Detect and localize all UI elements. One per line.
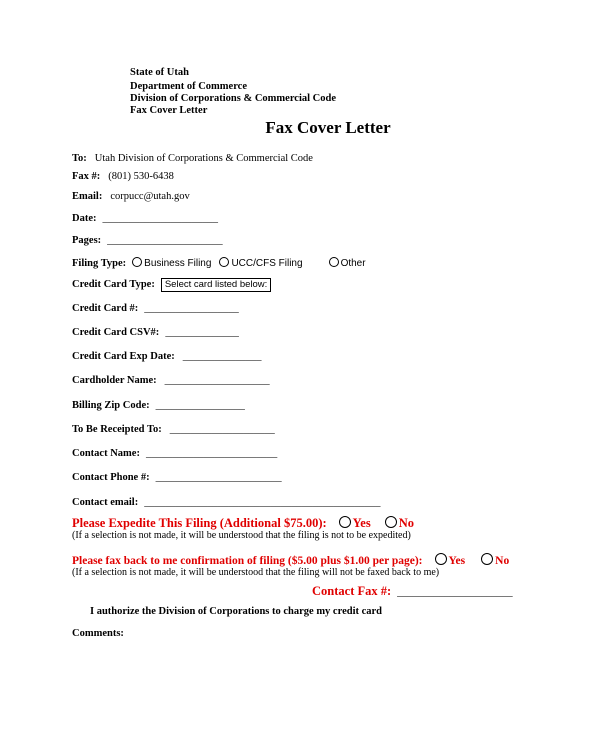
radio-icon[interactable]: [339, 516, 351, 528]
contact-name-field[interactable]: _________________________: [145, 448, 278, 459]
zip-field[interactable]: _________________: [155, 400, 245, 411]
cc-csv-field[interactable]: ______________: [165, 327, 239, 338]
page-title: Fax Cover Letter: [265, 118, 391, 137]
contact-fax-row: [312, 582, 513, 600]
pages-label: Pages:: [72, 235, 102, 246]
contact-email-label: Contact email:: [72, 497, 139, 508]
expedite-no-option[interactable]: No: [385, 514, 414, 531]
header-state: State of Utah: [130, 67, 189, 78]
cardholder-row: [72, 370, 270, 388]
pages-row: [72, 230, 223, 248]
radio-icon[interactable]: [435, 553, 447, 565]
filing-option-ucc[interactable]: UCC/CFS Filing: [219, 253, 302, 270]
faxback-no-option[interactable]: No: [481, 551, 509, 568]
date-field[interactable]: ______________________: [102, 213, 218, 224]
faxback-note: (If a selection is not made, it will be understood that the filing will not be faxed back to me): [72, 567, 440, 578]
contact-phone-field[interactable]: ________________________: [155, 472, 282, 483]
contact-email-field[interactable]: _____________________________________________: [144, 497, 381, 508]
filing-option-business[interactable]: Business Filing: [132, 253, 211, 270]
contact-phone-label: Contact Phone #:: [72, 472, 150, 483]
expedite-question: Please Expedite This Filing (Additional $75.00):: [72, 516, 327, 530]
radio-icon[interactable]: [481, 553, 493, 565]
cc-exp-field[interactable]: _______________: [182, 351, 262, 362]
fax-value: (801) 530-6438: [108, 171, 174, 182]
fax-label: Fax #:: [72, 171, 101, 182]
cc-type-row: [72, 274, 271, 292]
zip-label: Billing Zip Code:: [72, 400, 150, 411]
receipt-field[interactable]: ____________________: [169, 424, 275, 435]
date-label: Date:: [72, 213, 97, 224]
date-row: [72, 208, 218, 226]
cardholder-field[interactable]: ____________________: [164, 375, 270, 386]
header-division: Division of Corporations & Commercial Code: [130, 93, 336, 104]
to-label: To:: [72, 153, 87, 164]
authorization-statement: I authorize the Division of Corporations to charge my credit card: [90, 606, 383, 617]
contact-email-row: [72, 492, 380, 510]
radio-icon[interactable]: [132, 257, 142, 267]
radio-icon[interactable]: [385, 516, 397, 528]
filing-type-label: Filing Type:: [72, 258, 127, 269]
expedite-note: (If a selection is not made, it will be understood that the filing is not to be expedited): [72, 530, 411, 541]
filing-option-other[interactable]: Other: [329, 253, 366, 270]
contact-fax-field[interactable]: ______________________: [397, 587, 513, 598]
faxback-question: Please fax back to me confirmation of filing ($5.00 plus $1.00 per page):: [72, 555, 423, 567]
email-value: corpucc@utah.gov: [110, 191, 190, 202]
contact-name-label: Contact Name:: [72, 448, 140, 459]
cc-exp-row: [72, 346, 262, 364]
cardholder-label: Cardholder Name:: [72, 375, 157, 386]
cc-num-field[interactable]: __________________: [144, 303, 239, 314]
radio-icon[interactable]: [219, 257, 229, 267]
email-row: [72, 186, 190, 204]
email-label: Email:: [72, 191, 103, 202]
receipt-row: [72, 419, 275, 437]
faxback-yes-option[interactable]: Yes: [435, 551, 466, 568]
contact-phone-row: [72, 467, 282, 485]
radio-icon[interactable]: [329, 257, 339, 267]
cc-csv-row: [72, 322, 239, 340]
to-value: Utah Division of Corporations & Commercial Code: [94, 153, 313, 164]
cc-exp-label: Credit Card Exp Date:: [72, 351, 175, 362]
header-department: Department of Commerce: [130, 81, 248, 92]
fax-row: [72, 166, 174, 184]
cc-num-label: Credit Card #:: [72, 303, 139, 314]
expedite-yes-option[interactable]: Yes: [339, 514, 371, 531]
cc-csv-label: Credit Card CSV#:: [72, 327, 160, 338]
cc-type-label: Credit Card Type:: [72, 279, 155, 290]
contact-fax-label: Contact Fax #:: [312, 584, 392, 598]
filing-type-row: [72, 253, 366, 271]
to-row: [72, 148, 313, 166]
pages-field[interactable]: ______________________: [107, 235, 223, 246]
header-doc-type: Fax Cover Letter: [130, 105, 208, 116]
receipt-label: To Be Receipted To:: [72, 424, 162, 435]
zip-row: [72, 395, 245, 413]
contact-name-row: [72, 443, 277, 461]
cc-num-row: [72, 298, 239, 316]
comments-label: Comments:: [72, 628, 124, 639]
cc-type-select[interactable]: Select card listed below:: [161, 278, 271, 292]
